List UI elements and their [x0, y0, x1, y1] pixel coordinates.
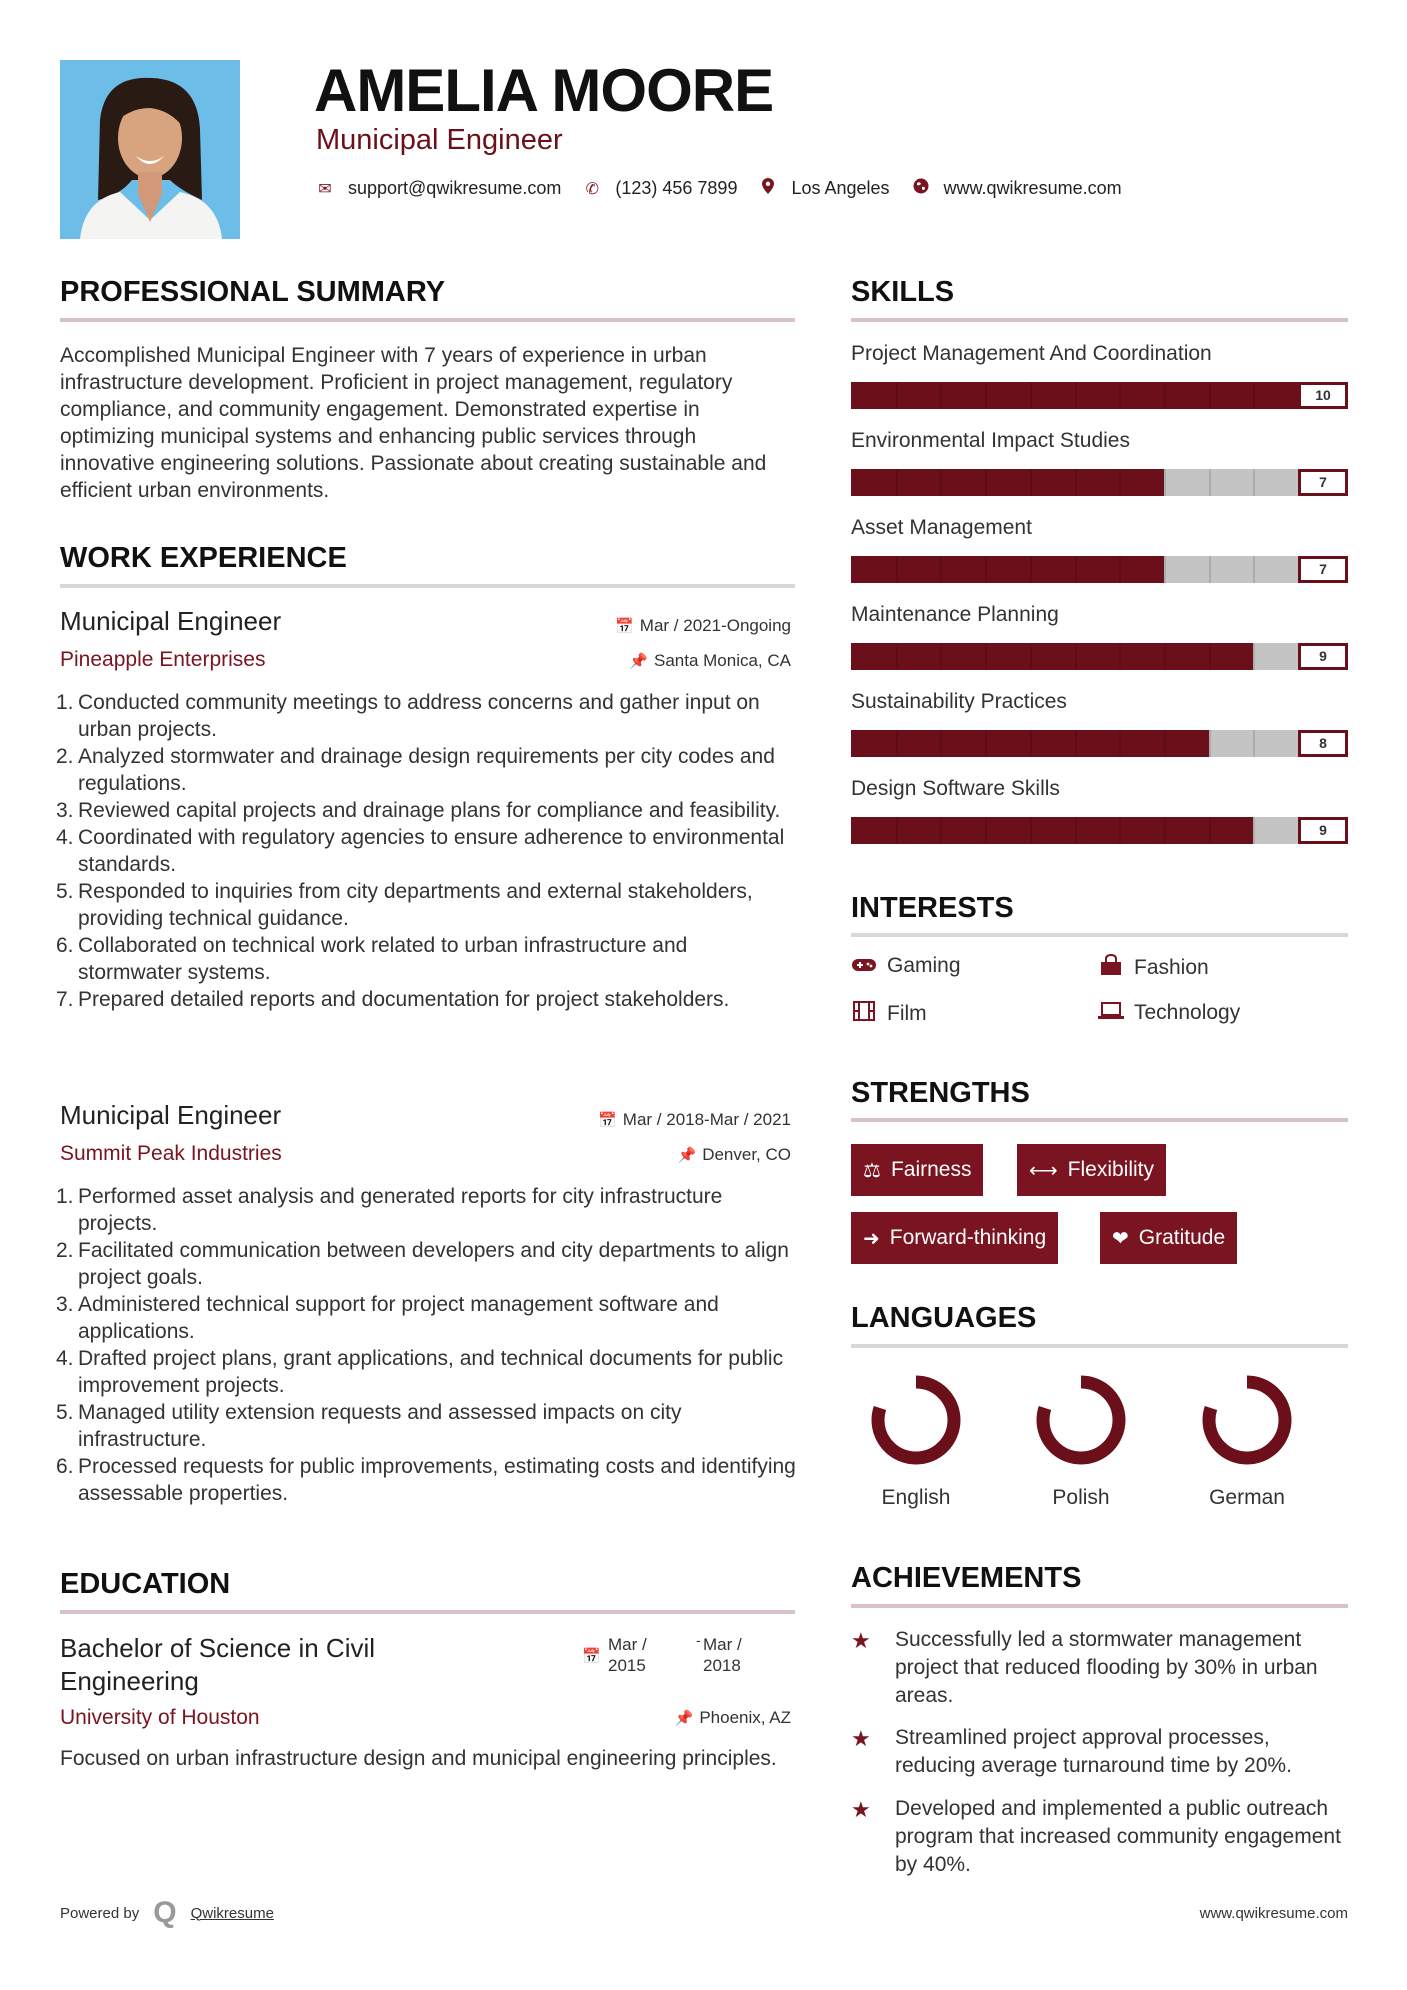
list-item: 1. Conducted community meetings to address concerns and gather input on urban projects.	[56, 691, 760, 741]
skill-bar-divider	[940, 556, 942, 583]
skill-value: 9	[1298, 643, 1348, 670]
job-date-text: Mar / 2018-Mar / 2021	[622, 1110, 791, 1129]
skill-bar-divider	[896, 817, 898, 844]
skill-bar-divider	[985, 730, 987, 757]
skill-bar-divider	[1209, 556, 1211, 583]
powered-by-text: Powered by	[60, 1904, 140, 1922]
contact-location-text: Los Angeles	[791, 178, 890, 198]
experience-heading: WORK EXPERIENCE	[60, 542, 347, 574]
skill-value: 9	[1298, 817, 1348, 844]
job-title: Municipal Engineer	[60, 606, 282, 636]
language-item	[861, 1370, 971, 1510]
education-school: University of Houston	[60, 1706, 260, 1729]
skill-bar-divider	[1164, 469, 1166, 496]
skill-bar-divider	[1075, 556, 1077, 583]
contact-location	[759, 178, 889, 199]
skill-bar-divider	[1119, 730, 1121, 757]
skill-bar-divider	[1164, 730, 1166, 757]
summary-text: Accomplished Municipal Engineer with 7 years of experience in urban infrastructure development. Proficient in project management, regulatory compliance, and community engagement. Demonstrated expertise in optimizing municipal systems and enhancing public services through innovative engineering solutions. Passionate about creating sustainable and efficient urban environments.	[60, 344, 767, 502]
skill-bar-divider	[985, 382, 987, 409]
duty-text: Processed requests for public improvements, estimating costs and identifying assessable properties.	[78, 1455, 796, 1505]
skill-bar-divider	[1030, 382, 1032, 409]
duty-text: Conducted community meetings to address concerns and gather input on urban projects.	[78, 691, 760, 741]
job-location	[678, 1145, 792, 1165]
duty-text: Coordinated with regulatory agencies to ensure adherence to environmental standards.	[78, 826, 785, 876]
list-item: 3. Administered technical support for project management software and applications.	[56, 1293, 719, 1343]
skills-rule	[851, 318, 1348, 322]
interest-fashion	[1098, 954, 1209, 981]
job-location-text: Denver, CO	[702, 1145, 791, 1164]
skill-bar-divider	[896, 382, 898, 409]
skill-bar-divider	[1119, 817, 1121, 844]
skill-bar	[851, 556, 1348, 583]
job-duties-list	[56, 689, 796, 1013]
skill-bar-divider	[1119, 382, 1121, 409]
skill-bar-divider	[1209, 469, 1211, 496]
duty-text: Collaborated on technical work related to urban infrastructure and stormwater systems.	[78, 934, 688, 984]
interest-gaming	[851, 954, 961, 978]
skill-bar-fill	[851, 382, 1348, 409]
envelope-icon: ✉	[318, 180, 332, 198]
skill-bar-divider	[1030, 643, 1032, 670]
language-label: German	[1209, 1486, 1285, 1509]
language-label: Polish	[1052, 1486, 1110, 1509]
languages-rule	[851, 1344, 1348, 1348]
interest-label: Technology	[1134, 1001, 1241, 1024]
skill-bar-divider	[1253, 469, 1255, 496]
skill-bar-divider	[940, 817, 942, 844]
skill-bar-fill	[851, 817, 1253, 844]
list-item: 1. Performed asset analysis and generated reports for city infrastructure projects.	[56, 1185, 723, 1235]
footer-url[interactable]: www.qwikresume.com	[1199, 1905, 1348, 1922]
candidate-name: AMELIA MOORE	[314, 57, 774, 124]
skill-bar-divider	[1164, 556, 1166, 583]
job-date	[598, 1110, 791, 1130]
list-item: 4. Drafted project plans, grant applications, and technical documents for public improvement projects.	[56, 1347, 784, 1397]
skill-bar-divider	[985, 817, 987, 844]
strength-badge	[1017, 1144, 1166, 1196]
shopping-bag-icon	[1098, 954, 1124, 981]
skill-bar	[851, 469, 1348, 496]
strength-label: Fairness	[890, 1158, 972, 1181]
skill-bar-divider	[1209, 382, 1211, 409]
skill-name: Sustainability Practices	[851, 690, 1067, 713]
skill-bar-divider	[1164, 382, 1166, 409]
strength-badge	[1100, 1212, 1237, 1264]
contact-website[interactable]	[912, 178, 1122, 199]
job-location-text: Santa Monica, CA	[653, 651, 791, 670]
interests-rule	[851, 933, 1348, 937]
skill-bar-divider	[1209, 643, 1211, 670]
star-badge-icon: ★	[851, 1797, 871, 1822]
duty-text: Administered technical support for project management software and applications.	[78, 1293, 719, 1343]
skill-bar-divider	[940, 730, 942, 757]
skill-value: 7	[1298, 556, 1348, 583]
calendar-icon: 📅	[598, 1112, 617, 1129]
achievements-rule	[851, 1604, 1348, 1608]
footer-powered-by	[60, 1898, 274, 1928]
education-date-start: Mar / 2015	[608, 1635, 647, 1675]
education-degree: Bachelor of Science in Civil Engineering	[60, 1633, 376, 1696]
job-location	[629, 651, 791, 671]
date-separator: -	[696, 1632, 701, 1648]
skill-bar-divider	[985, 469, 987, 496]
qwikresume-link[interactable]: Qwikresume	[190, 1904, 274, 1922]
skill-bar-divider	[1075, 643, 1077, 670]
languages-heading: LANGUAGES	[851, 1302, 1037, 1334]
gamepad-icon	[851, 956, 877, 977]
arrow-right-icon: ➜	[863, 1227, 880, 1250]
skill-value: 8	[1298, 730, 1348, 757]
job-company: Summit Peak Industries	[60, 1142, 282, 1165]
skill-bar-divider	[1253, 730, 1255, 757]
achievement-text: Developed and implemented a public outreach program that increased community engagement by 40%.	[895, 1797, 1341, 1876]
skill-bar-divider	[1030, 469, 1032, 496]
strength-badge	[851, 1144, 983, 1196]
strengths-rule	[851, 1118, 1348, 1122]
duty-text: Analyzed stormwater and drainage design requirements per city codes and regulations.	[78, 745, 775, 795]
language-level-ring	[866, 1370, 966, 1470]
skill-bar-divider	[1253, 817, 1255, 844]
language-item	[1026, 1370, 1136, 1510]
skill-name: Environmental Impact Studies	[851, 429, 1130, 452]
skill-bar-divider	[940, 469, 942, 496]
duty-text: Managed utility extension requests and assessed impacts on city infrastructure.	[78, 1401, 682, 1451]
skill-bar-divider	[1075, 817, 1077, 844]
skill-bar-divider	[1119, 469, 1121, 496]
list-item: 6. Collaborated on technical work related to urban infrastructure and stormwater systems.	[56, 934, 688, 984]
contact-website-text: www.qwikresume.com	[943, 178, 1122, 198]
balance-scale-icon: ⚖	[863, 1159, 881, 1182]
map-pin-icon	[759, 178, 777, 199]
skill-bar-divider	[1030, 817, 1032, 844]
skill-bar-divider	[896, 469, 898, 496]
duty-text: Drafted project plans, grant applications, and technical documents for public improvement projects.	[78, 1347, 784, 1397]
skill-bar-divider	[1030, 556, 1032, 583]
skill-bar-divider	[1253, 643, 1255, 670]
interest-film	[851, 1001, 927, 1026]
skill-bar	[851, 817, 1348, 844]
language-level-arc	[1043, 1382, 1119, 1458]
skill-bar-divider	[1253, 556, 1255, 583]
skill-bar-divider	[1209, 817, 1211, 844]
experience-rule	[60, 584, 795, 588]
laptop-icon	[1098, 1002, 1124, 1025]
summary-heading: PROFESSIONAL SUMMARY	[60, 276, 446, 308]
contact-phone-text: (123) 456 7899	[615, 178, 738, 198]
list-item: 5. Responded to inquiries from city departments and external stakeholders, providing technical guidance.	[56, 880, 753, 930]
language-level-arc	[1209, 1382, 1285, 1458]
job-title: Municipal Engineer	[60, 1100, 282, 1130]
achievement-text: Streamlined project approval processes, reducing average turnaround time by 20%.	[895, 1726, 1292, 1777]
profile-photo	[60, 60, 240, 239]
skill-name: Design Software Skills	[851, 777, 1060, 800]
duty-text: Facilitated communication between developers and city departments to align project goals.	[78, 1239, 789, 1289]
skill-bar-divider	[1119, 643, 1121, 670]
strength-label: Flexibility	[1067, 1158, 1155, 1181]
skills-heading: SKILLS	[851, 276, 955, 308]
strength-badge	[851, 1212, 1058, 1264]
skill-bar-divider	[1075, 730, 1077, 757]
calendar-icon: 📅	[582, 1648, 601, 1665]
skill-bar-divider	[940, 643, 942, 670]
job-company: Pineapple Enterprises	[60, 648, 266, 671]
skill-bar	[851, 643, 1348, 670]
heart-icon: ❤	[1112, 1227, 1129, 1250]
skill-bar-divider	[1164, 643, 1166, 670]
list-item: 6. Processed requests for public improvements, estimating costs and identifying assessable properties.	[56, 1455, 796, 1505]
education-location	[675, 1708, 791, 1728]
skill-bar-divider	[940, 382, 942, 409]
pushpin-icon: 📌	[629, 653, 648, 670]
pushpin-icon: 📌	[677, 1147, 697, 1164]
skill-bar-divider	[1209, 730, 1211, 757]
skill-bar	[851, 382, 1348, 409]
skill-bar-divider	[1253, 382, 1255, 409]
interests-heading: INTERESTS	[851, 892, 1014, 924]
skill-bar-divider	[1164, 817, 1166, 844]
skill-bar-divider	[1030, 730, 1032, 757]
skill-name: Asset Management	[851, 516, 1032, 539]
job-duties-list	[56, 1183, 796, 1507]
skill-bar-divider	[985, 643, 987, 670]
language-level-arc	[878, 1382, 954, 1458]
film-icon	[851, 1001, 877, 1026]
skill-bar-divider	[1075, 382, 1077, 409]
interest-technology	[1098, 1001, 1240, 1025]
skill-bar-divider	[896, 556, 898, 583]
language-level-ring	[1197, 1370, 1297, 1470]
skill-bar-divider	[896, 730, 898, 757]
contact-email[interactable]	[316, 178, 561, 199]
interest-label: Gaming	[887, 954, 961, 977]
language-label: English	[881, 1486, 951, 1509]
skill-value: 7	[1298, 469, 1348, 496]
list-item: 2. Facilitated communication between developers and city departments to align project goals.	[56, 1239, 789, 1289]
star-badge-icon: ★	[851, 1628, 871, 1653]
interest-label: Film	[887, 1001, 927, 1025]
skill-value: 10	[1298, 382, 1348, 409]
skill-name: Maintenance Planning	[851, 603, 1059, 626]
strength-label: Forward-thinking	[889, 1226, 1047, 1249]
skill-name: Project Management And Coordination	[851, 342, 1212, 365]
calendar-icon: 📅	[615, 618, 634, 635]
globe-icon	[912, 178, 930, 199]
education-rule	[60, 1610, 795, 1614]
achievements-heading: ACHIEVEMENTS	[851, 1562, 1082, 1594]
job-date-text: Mar / 2021-Ongoing	[639, 616, 791, 635]
skill-bar-divider	[985, 556, 987, 583]
education-location-text: Phoenix, AZ	[699, 1708, 791, 1727]
contact-bar	[316, 178, 1144, 199]
list-item: 4. Coordinated with regulatory agencies to ensure adherence to environmental standards.	[56, 826, 785, 876]
duty-text: Responded to inquiries from city departments and external stakeholders, providing technical guidance.	[78, 880, 753, 930]
contact-email-text: support@qwikresume.com	[348, 178, 562, 198]
strength-label: Gratitude	[1138, 1226, 1226, 1249]
skill-bar-fill	[851, 643, 1253, 670]
education-description: Focused on urban infrastructure design and municipal engineering principles.	[60, 1747, 777, 1770]
language-item	[1192, 1370, 1302, 1510]
skill-bar-divider	[1075, 469, 1077, 496]
education-date-end: Mar / 2018	[703, 1635, 742, 1675]
candidate-role: Municipal Engineer	[316, 124, 563, 156]
education-heading: EDUCATION	[60, 1568, 231, 1600]
duty-text: Performed asset analysis and generated reports for city infrastructure projects.	[78, 1185, 723, 1235]
language-level-ring	[1031, 1370, 1131, 1470]
summary-rule	[60, 318, 795, 322]
pushpin-icon: 📌	[674, 1710, 694, 1727]
duty-text: Reviewed capital projects and drainage plans for compliance and feasibility.	[78, 799, 781, 822]
strengths-heading: STRENGTHS	[851, 1077, 1030, 1109]
arrows-horizontal-icon: ⟷	[1029, 1159, 1058, 1182]
achievement-text: Successfully led a stormwater management project that reduced flooding by 30% in urban areas.	[895, 1628, 1318, 1707]
list-item: 2. Analyzed stormwater and drainage design requirements per city codes and regulations.	[56, 745, 775, 795]
star-badge-icon: ★	[851, 1726, 871, 1751]
skill-bar-divider	[896, 643, 898, 670]
interest-label: Fashion	[1134, 955, 1209, 979]
job-date	[615, 616, 791, 636]
contact-phone[interactable]	[583, 178, 737, 199]
qwikresume-logo-icon: Q	[153, 1896, 177, 1929]
duty-text: Prepared detailed reports and documentation for project stakeholders.	[78, 988, 730, 1011]
skill-bar-divider	[1119, 556, 1121, 583]
phone-icon: ✆	[585, 180, 600, 198]
list-item: 5. Managed utility extension requests and assessed impacts on city infrastructure.	[56, 1401, 682, 1451]
list-item: 7. Prepared detailed reports and documentation for project stakeholders.	[56, 988, 730, 1011]
skill-bar	[851, 730, 1348, 757]
list-item: 3. Reviewed capital projects and drainage plans for compliance and feasibility.	[56, 799, 781, 822]
